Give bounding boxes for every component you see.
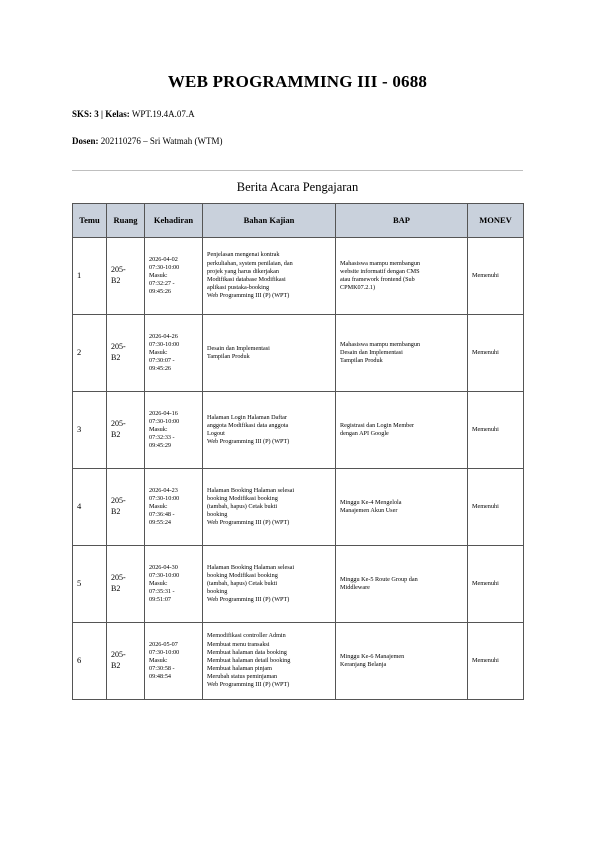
bahan-line: booking <box>207 588 228 596</box>
bap-cell <box>336 469 468 546</box>
bahan-line: Merubah status peminjaman <box>207 673 278 681</box>
bap-line: Minggu Ke-6 Manajemen <box>340 652 405 660</box>
kehadiran-line: Masuk: <box>149 425 168 433</box>
bap-cell <box>336 315 468 392</box>
kehadiran-line: 2026-04-30 <box>149 563 178 571</box>
bahan-line: Penjelasan mengenai kontrak <box>207 251 280 259</box>
kelas-label: Kelas: <box>105 109 130 119</box>
sks-label: SKS: <box>72 109 93 119</box>
bahan-kajian-cell <box>203 315 336 392</box>
ruang-line: 205- <box>111 573 126 583</box>
bap-line: CPMK07.2.1) <box>340 284 376 292</box>
bahan-line: (tambah, hapus) Cetak bukti <box>207 579 278 587</box>
kehadiran-line: 07:36:48 - <box>149 511 175 519</box>
kehadiran-line: Masuk: <box>149 271 168 279</box>
bahan-line: Membuat halaman data booking <box>207 648 287 656</box>
bahan-line: Membuat halaman pinjam <box>207 665 272 673</box>
monev-cell: Memenuhi <box>468 546 524 623</box>
table-row <box>73 546 524 623</box>
bap-cell <box>336 392 468 469</box>
table-row <box>73 469 524 546</box>
temu-cell: 4 <box>73 469 107 546</box>
bahan-line: Web Programming III (P) (WPT) <box>207 438 290 446</box>
kehadiran-line: Masuk: <box>149 579 168 587</box>
bap-cell <box>336 546 468 623</box>
ruang-line: B2 <box>111 276 121 285</box>
bahan-line: Tampilan Produk <box>207 353 250 360</box>
bahan-line: booking Modifikasi booking <box>207 571 278 579</box>
ruang-cell <box>107 546 145 623</box>
bahan-line: Halaman Booking Halaman selesai <box>207 486 295 494</box>
header-bahan-kajian: Bahan Kajian <box>203 204 336 238</box>
bahan-line: Halaman Booking Halaman selesai <box>207 563 295 571</box>
bap-line: atau framework frontend (Sub <box>340 276 415 283</box>
kehadiran-cell <box>145 392 203 469</box>
kehadiran-line: 09:45:26 <box>149 288 172 296</box>
lecturer-line <box>72 136 223 146</box>
bahan-kajian-cell <box>203 546 336 623</box>
kehadiran-line: 09:45:26 <box>149 365 172 373</box>
kehadiran-line: 07:30-10:00 <box>149 417 180 425</box>
ruang-cell <box>107 238 145 315</box>
kehadiran-cell <box>145 623 203 700</box>
bap-line: Manajemen Akun User <box>340 507 398 514</box>
kehadiran-line: Masuk: <box>149 348 168 356</box>
kehadiran-line: 07:30-10:00 <box>149 494 180 502</box>
header-kehadiran: Kehadiran <box>145 204 203 238</box>
bahan-line: Web Programming III (P) (WPT) <box>207 681 290 689</box>
kehadiran-line: 2026-04-23 <box>149 486 178 494</box>
monev-cell: Memenuhi <box>468 238 524 315</box>
bahan-kajian-cell <box>203 238 336 315</box>
page-title: WEB PROGRAMMING III - 0688 <box>167 72 428 91</box>
kehadiran-line: Masuk: <box>149 656 168 664</box>
kehadiran-line: 07:30-10:00 <box>149 263 180 271</box>
bap-cell <box>336 623 468 700</box>
bahan-line: Web Programming III (P) (WPT) <box>207 596 290 604</box>
kehadiran-line: 07:35:31 - <box>149 588 175 596</box>
bap-line: Desain dan Implementasi <box>340 348 403 356</box>
header-temu: Temu <box>73 204 107 238</box>
ruang-cell <box>107 315 145 392</box>
kehadiran-cell <box>145 546 203 623</box>
section-title: Berita Acara Pengajaran <box>236 180 359 194</box>
bahan-line: Logout <box>207 430 225 437</box>
ruang-line: B2 <box>111 661 121 670</box>
bap-line: Minggu Ke-5 Route Group dan <box>340 575 418 583</box>
temu-cell: 6 <box>73 623 107 700</box>
bap-line: Minggu Ke-4 Mengelola <box>340 498 402 506</box>
table-row <box>73 623 524 700</box>
ruang-line: B2 <box>111 430 121 439</box>
bap-line: dengan API Google <box>340 430 389 437</box>
ruang-line: 205- <box>111 496 126 506</box>
kehadiran-cell <box>145 315 203 392</box>
bahan-line: Halaman Login Halaman Daftar <box>207 413 287 421</box>
ruang-line: B2 <box>111 584 121 593</box>
kehadiran-line: 07:32:27 - <box>149 280 175 288</box>
dosen-label: Dosen: <box>72 136 99 146</box>
ruang-line: 205- <box>111 419 126 429</box>
kehadiran-line: 09:48:54 <box>149 673 172 681</box>
bahan-line: Web Programming III (P) (WPT) <box>207 519 290 527</box>
bahan-line: booking Modifikasi booking <box>207 494 278 502</box>
kehadiran-line: 07:30-10:00 <box>149 340 180 348</box>
kehadiran-line: 09:55:24 <box>149 519 172 527</box>
kelas-value: WPT.19.4A.07.A <box>131 109 195 119</box>
kehadiran-line: 07:30:58 - <box>149 665 175 673</box>
bap-cell <box>336 238 468 315</box>
kehadiran-line: 07:30-10:00 <box>149 648 180 656</box>
kehadiran-line: 2026-04-02 <box>149 255 178 263</box>
bahan-line: (tambah, hapus) Cetak bukti <box>207 502 278 510</box>
bap-line: Keranjang Belanja <box>340 661 387 668</box>
bap-line: Mahasiswa mampu membangun <box>340 340 421 348</box>
bahan-line: booking <box>207 511 228 519</box>
bahan-line: aplikasi pustaka-booking <box>207 284 270 292</box>
ruang-cell <box>107 392 145 469</box>
temu-cell: 1 <box>73 238 107 315</box>
temu-cell: 3 <box>73 392 107 469</box>
kehadiran-cell <box>145 238 203 315</box>
table-row <box>73 238 524 315</box>
bahan-kajian-cell <box>203 623 336 700</box>
bahan-line: anggota Modifikasi data anggota <box>207 421 289 429</box>
ruang-line: B2 <box>111 353 121 362</box>
header-ruang: Ruang <box>107 204 145 238</box>
ruang-line: 205- <box>111 650 126 660</box>
kehadiran-line: 2026-04-26 <box>149 332 178 340</box>
sks-value: 3 <box>94 109 99 119</box>
bap-line: Mahasiswa mampu membangun <box>340 259 421 267</box>
course-info-line <box>72 109 195 119</box>
table-header-row <box>73 204 524 238</box>
kehadiran-line: 07:32:33 - <box>149 434 175 442</box>
bahan-line: Membuat halaman detail booking <box>207 656 291 664</box>
kehadiran-line: 07:30:07 - <box>149 357 175 365</box>
section-divider <box>72 170 523 171</box>
temu-cell: 2 <box>73 315 107 392</box>
ruang-line: B2 <box>111 507 121 516</box>
bahan-kajian-cell <box>203 469 336 546</box>
header-monev: MONEV <box>468 204 524 238</box>
kehadiran-line: 2026-04-16 <box>149 409 178 417</box>
bahan-kajian-cell <box>203 392 336 469</box>
kehadiran-line: 07:30-10:00 <box>149 571 180 579</box>
dosen-value: 202110276 – Sri Watmah (WTM) <box>100 136 223 146</box>
bahan-line: perkuliahan, system penilaian, dan <box>207 259 293 267</box>
ruang-line: 205- <box>111 265 126 275</box>
bahan-line: Membuat menu transaksi <box>207 640 270 648</box>
bahan-line: Modifikasi database Modifikasi <box>207 276 286 283</box>
kehadiran-line: Masuk: <box>149 502 168 510</box>
temu-cell: 5 <box>73 546 107 623</box>
monev-cell: Memenuhi <box>468 315 524 392</box>
ruang-cell <box>107 469 145 546</box>
kehadiran-line: 09:45:29 <box>149 442 172 450</box>
bahan-line: Desain dan Implementasi <box>207 344 270 352</box>
bap-line: Middleware <box>340 584 370 591</box>
bahan-line: Memodifikasi controller Admin <box>207 632 286 640</box>
monev-cell: Memenuhi <box>468 469 524 546</box>
bap-table <box>72 203 524 700</box>
header-bap: BAP <box>336 204 468 238</box>
table-row <box>73 315 524 392</box>
monev-cell: Memenuhi <box>468 392 524 469</box>
bahan-line: Web Programming III (P) (WPT) <box>207 292 290 300</box>
monev-cell: Memenuhi <box>468 623 524 700</box>
ruang-cell <box>107 623 145 700</box>
kehadiran-line: 2026-05-07 <box>149 640 178 648</box>
bap-line: Tampilan Produk <box>340 357 383 365</box>
bahan-line: projek yang harus dikerjakan <box>207 267 279 275</box>
bap-line: Registrasi dan Login Member <box>340 421 415 429</box>
bap-line: website informatif dengan CMS <box>340 267 420 275</box>
table-row <box>73 392 524 469</box>
meta-separator: | <box>101 109 103 119</box>
kehadiran-line: 09:51:07 <box>149 596 172 604</box>
kehadiran-cell <box>145 469 203 546</box>
ruang-line: 205- <box>111 342 126 352</box>
